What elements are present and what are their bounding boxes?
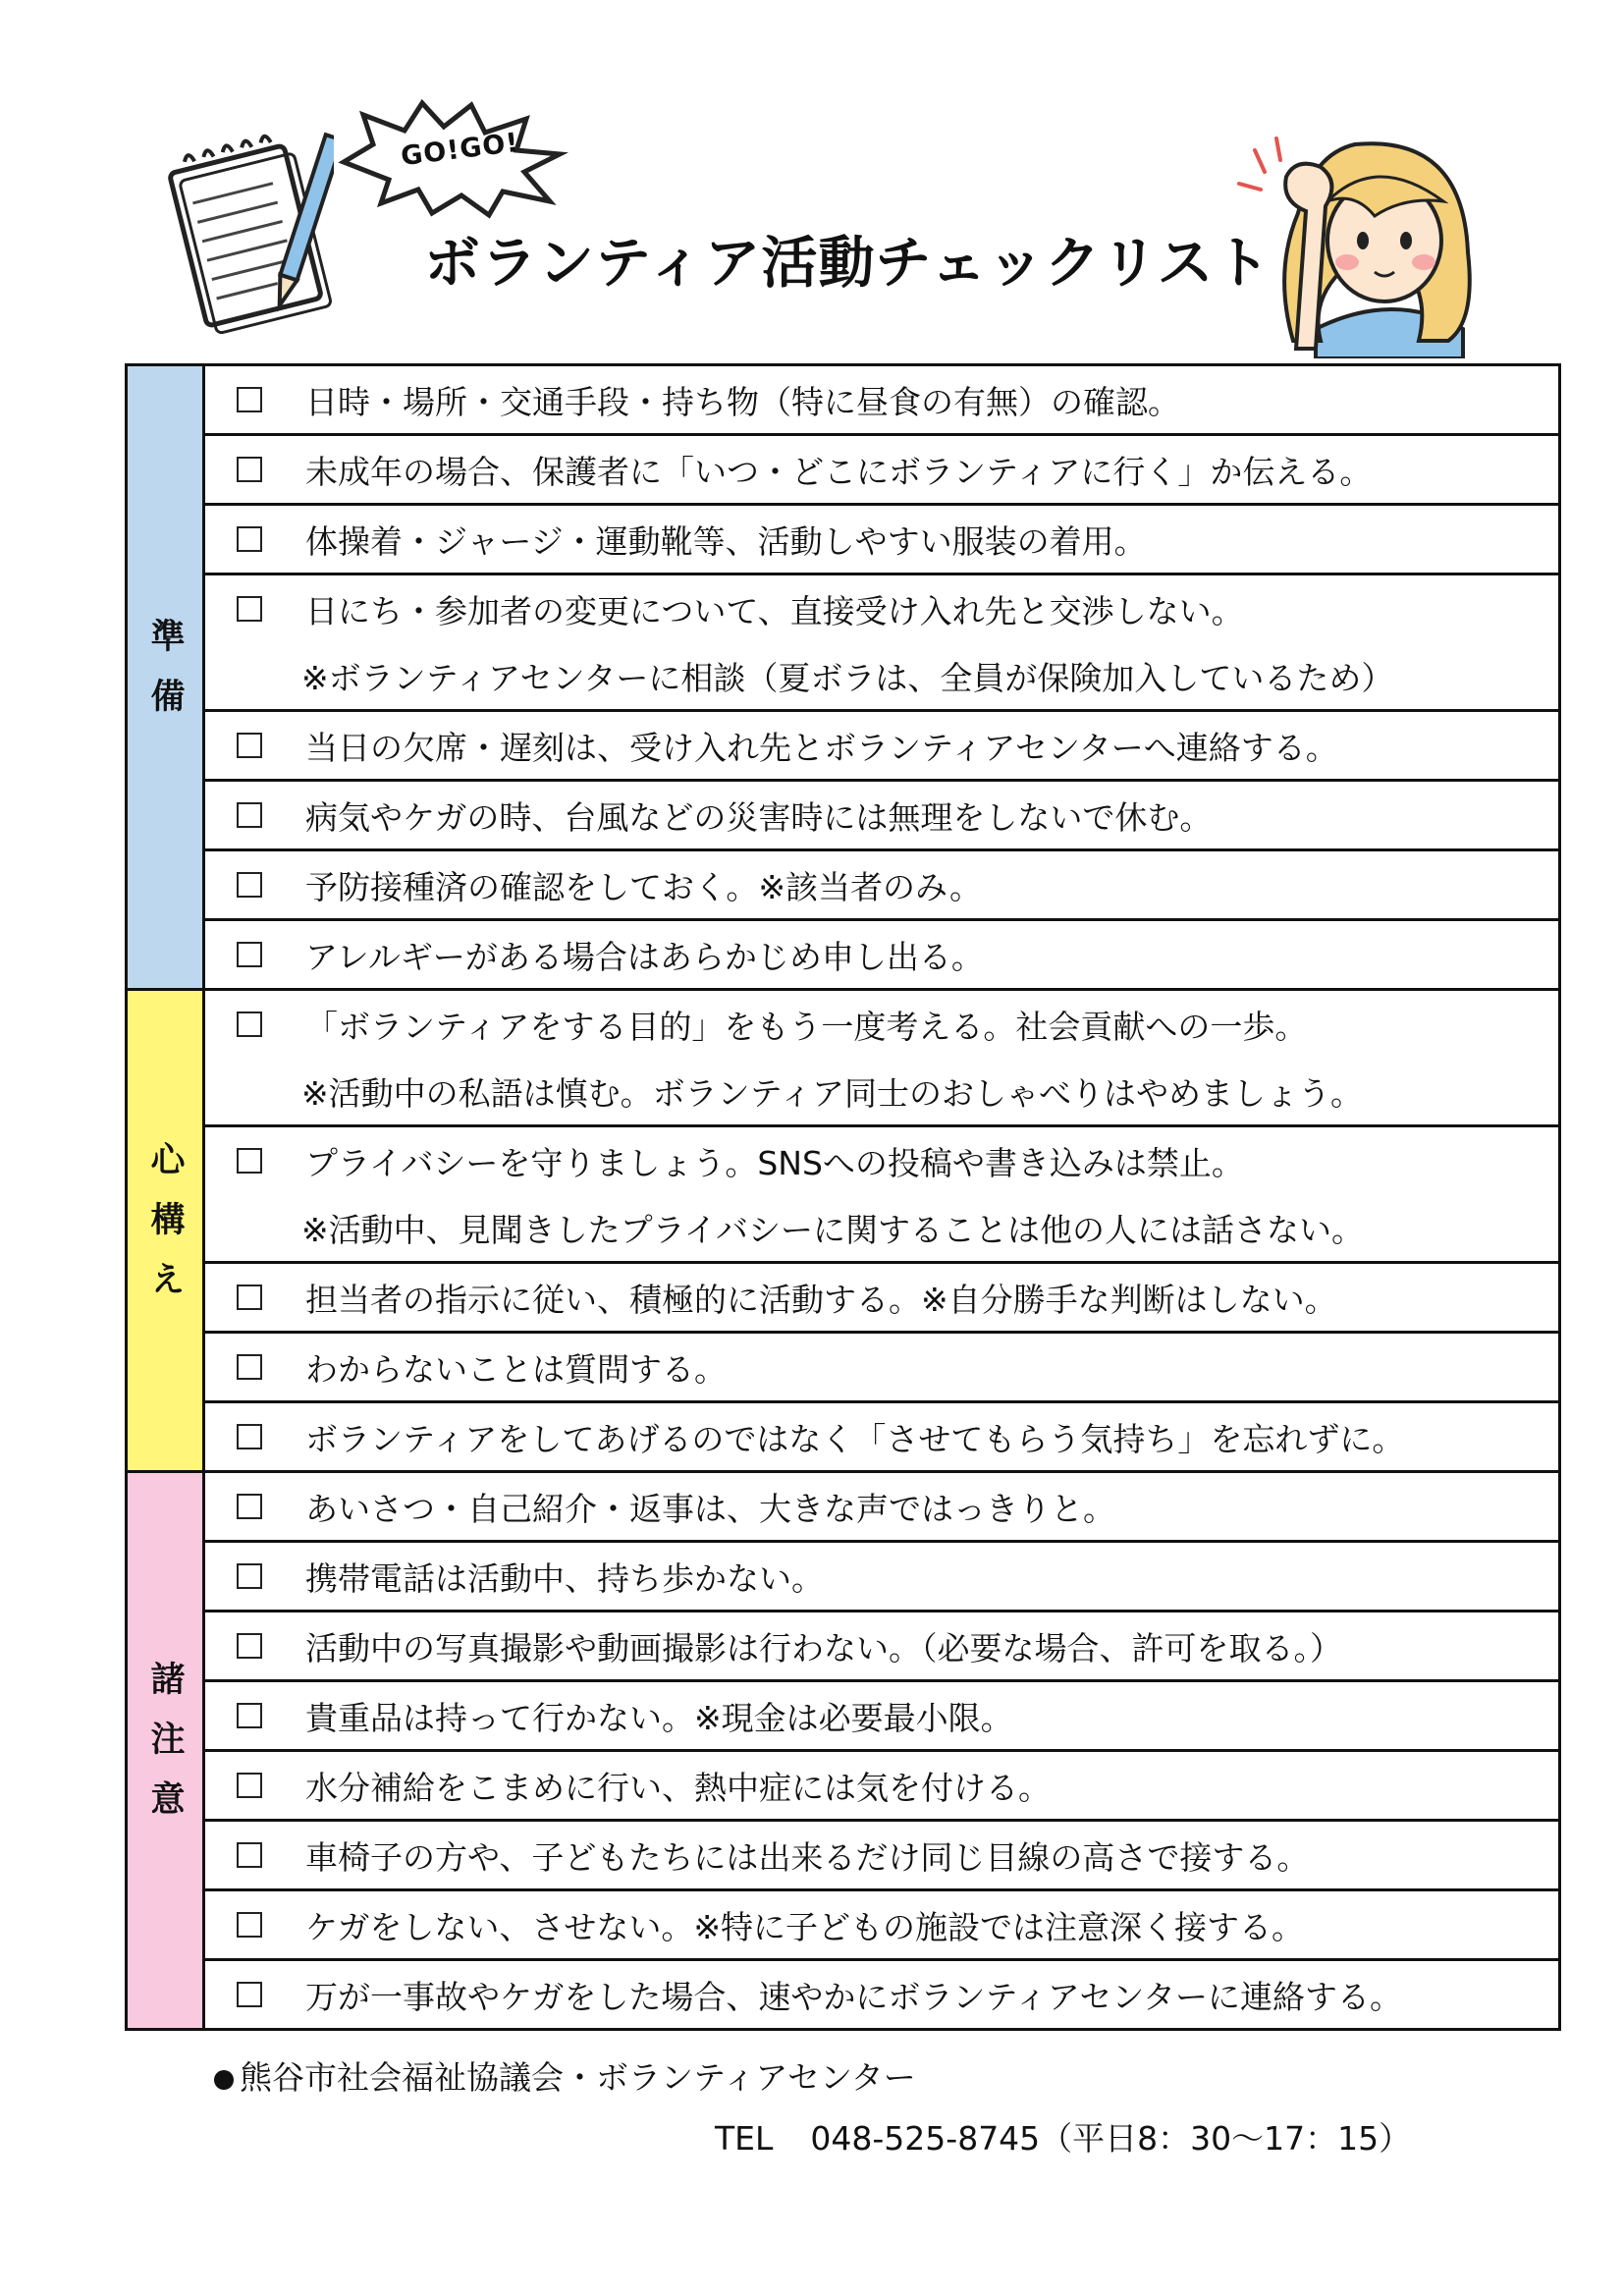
cheering-girl-illustration xyxy=(1237,133,1483,358)
checkbox[interactable] xyxy=(237,1773,262,1798)
item-note: ※活動中の私語は慎む。ボランティア同士のおしゃべりはやめましょう。 xyxy=(301,1073,1364,1113)
item-text: わからないことは質問する。 xyxy=(305,1349,727,1389)
item-text: 予防接種済の確認をしておく。※該当者のみ。 xyxy=(305,867,982,906)
checklist-row xyxy=(205,782,1558,851)
checklist-row xyxy=(205,1961,1558,2028)
checkbox[interactable] xyxy=(237,1633,262,1659)
footer-phone xyxy=(715,2113,1411,2159)
tel-value: 048-525-8745（平日8：30～17：15） xyxy=(810,2119,1412,2158)
item-text: 当日の欠席・遅刻は、受け入れ先とボランティアセンターへ連絡する。 xyxy=(305,728,1338,767)
tel-label: TEL xyxy=(715,2119,774,2158)
checklist-row xyxy=(205,1403,1558,1470)
page-title: ボランティア活動チェックリスト xyxy=(424,231,1272,296)
checkbox[interactable] xyxy=(237,526,262,552)
checklist-row xyxy=(205,1334,1558,1403)
item-text: 携帯電話は活動中、持ち歩かない。 xyxy=(305,1558,824,1598)
checkbox[interactable] xyxy=(237,1912,262,1938)
checkbox[interactable] xyxy=(237,1011,262,1037)
checkbox[interactable] xyxy=(237,1148,262,1174)
item-text: ボランティアをしてあげるのではなく「させてもらう気持ち」を忘れずに。 xyxy=(305,1419,1405,1458)
checklist-row xyxy=(205,1891,1558,1961)
notepad-pencil-icon xyxy=(167,128,334,334)
checklist-row xyxy=(205,1682,1558,1752)
item-text: ケガをしない、させない。※特に子どもの施設では注意深く接する。 xyxy=(305,1907,1304,1946)
checkbox[interactable] xyxy=(237,1842,262,1868)
checkbox[interactable] xyxy=(237,1703,262,1728)
checklist-row xyxy=(205,575,1558,712)
burst-text: GO!GO! xyxy=(399,127,521,173)
item-text: 日時・場所・交通手段・持ち物（特に昼食の有無）の確認。 xyxy=(305,382,1180,421)
category-label: 準備 xyxy=(145,617,185,738)
checklist-row xyxy=(205,1473,1558,1543)
category-preparation xyxy=(128,366,205,988)
item-text: 病気やケガの時、台風などの災害時には無理をしないで休む。 xyxy=(305,797,1213,837)
checkbox[interactable] xyxy=(237,802,262,828)
checklist-row xyxy=(205,436,1558,506)
category-notes xyxy=(128,1473,205,2028)
checklist-row xyxy=(205,921,1558,988)
checkbox[interactable] xyxy=(237,387,262,412)
checklist-row xyxy=(205,1264,1558,1334)
checkbox[interactable] xyxy=(237,1494,262,1519)
item-text: 万が一事故やケガをした場合、速やかにボランティアセンターに連絡する。 xyxy=(305,1977,1403,2016)
item-text: 車椅子の方や、子どもたちには出来るだけ同じ目線の高さで接する。 xyxy=(305,1837,1310,1877)
checklist-row xyxy=(205,506,1558,575)
checklist-table xyxy=(125,363,1561,2031)
item-text: あいさつ・自己紹介・返事は、大きな声ではっきりと。 xyxy=(305,1489,1115,1528)
header xyxy=(0,0,1624,363)
checklist-row xyxy=(205,1822,1558,1891)
checklist-row xyxy=(205,1613,1558,1682)
checkbox[interactable] xyxy=(237,733,262,758)
item-text: 日にち・参加者の変更について、直接受け入れ先と交渉しない。 xyxy=(305,591,1244,630)
checkbox[interactable] xyxy=(237,942,262,967)
item-text: 体操着・ジャージ・運動靴等、活動しやすい服装の着用。 xyxy=(305,521,1147,561)
section-notes xyxy=(128,1473,1558,2028)
item-note: ※活動中、見聞きしたプライバシーに関することは他の人には話さない。 xyxy=(301,1210,1365,1249)
checklist-row xyxy=(205,1127,1558,1264)
checkbox[interactable] xyxy=(237,596,262,622)
checkbox[interactable] xyxy=(237,1982,262,2007)
item-note: ※ボランティアセンターに相談（夏ボラは、全員が保険加入しているため） xyxy=(301,658,1394,697)
section-mindset xyxy=(128,991,1558,1473)
item-text: 活動中の写真撮影や動画撮影は行わない。（必要な場合、許可を取る。） xyxy=(305,1628,1342,1667)
category-mindset xyxy=(128,991,205,1470)
checkbox[interactable] xyxy=(237,457,262,482)
item-text: 担当者の指示に従い、積極的に活動する。※自分勝手な判断はしない。 xyxy=(305,1280,1337,1319)
checkbox[interactable] xyxy=(237,1285,262,1310)
checklist-row xyxy=(205,1752,1558,1822)
item-text: アレルギーがある場合はあらかじめ申し出る。 xyxy=(305,937,984,976)
checklist-row xyxy=(205,991,1558,1127)
checkbox[interactable] xyxy=(237,1354,262,1380)
checklist-row xyxy=(205,1543,1558,1613)
footer-organization xyxy=(214,2052,916,2099)
checkbox[interactable] xyxy=(237,872,262,898)
checklist-row xyxy=(205,712,1558,782)
item-text: 「ボランティアをする目的」をもう一度考える。社会貢献への一歩。 xyxy=(305,1007,1308,1046)
item-text: 未成年の場合、保護者に「いつ・どこにボランティアに行く」か伝える。 xyxy=(305,452,1373,491)
category-label: 心構え xyxy=(145,1140,185,1321)
item-text: 水分補給をこまめに行い、熱中症には気を付ける。 xyxy=(305,1768,1051,1807)
org-name: 熊谷市社会福祉協議会・ボランティアセンター xyxy=(240,2058,916,2097)
item-text: 貴重品は持って行かない。※現金は必要最小限。 xyxy=(305,1698,1013,1737)
checkbox[interactable] xyxy=(237,1563,262,1589)
category-label: 諸注意 xyxy=(145,1661,185,1840)
section-preparation xyxy=(128,366,1558,991)
checklist-row xyxy=(205,851,1558,921)
bullet-dot-icon xyxy=(214,2070,234,2090)
item-text: プライバシーを守りましょう。SNSへの投稿や書き込みは禁止。 xyxy=(305,1143,1244,1182)
checkbox[interactable] xyxy=(237,1424,262,1449)
checklist-row xyxy=(205,366,1558,436)
